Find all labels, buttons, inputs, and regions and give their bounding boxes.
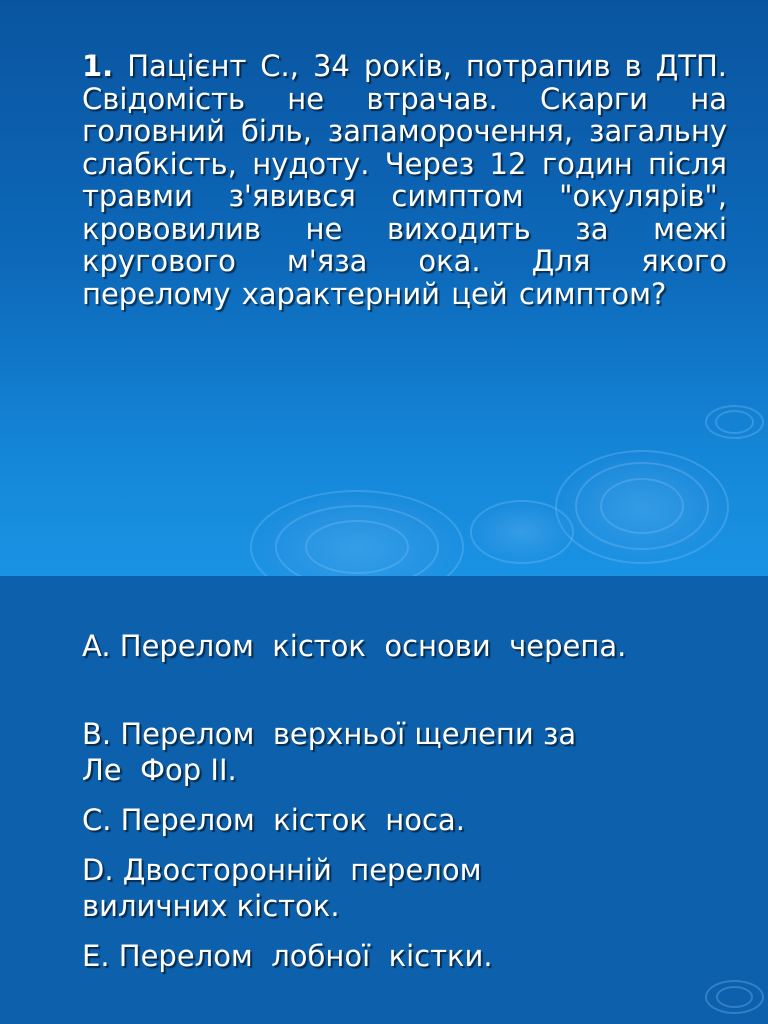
question-body: Пацієнт С., 34 років, потрапив в ДТП. Свідомість не втрачав. Скарги на головний біль, запаморочення, загальну слабкість, нудоту. Через 12 годин після травми з'явився симптом "окулярів", крововилив не виходить за межі кругового м'яза ока. Для якого перелому характерний цей симптом? [82, 49, 727, 311]
ripple-decoration [716, 986, 753, 1008]
answer-option-a[interactable]: A. Перелом кісток основи черепа. [82, 629, 627, 663]
answer-option-b[interactable]: B. Перелом верхньої щелепи за Ле Фор II. [82, 717, 577, 787]
answer-option-e[interactable]: E. Перелом лобної кістки. [82, 939, 493, 973]
ripple-decoration [305, 520, 409, 574]
ripple-decoration [600, 478, 684, 534]
answer-option-d[interactable]: D. Двосторонній перелом виличних кісток. [82, 853, 482, 923]
answer-option-c[interactable]: C. Перелом кісток носа. [82, 803, 465, 837]
ripple-decoration [470, 500, 574, 564]
question-text-block [82, 50, 727, 310]
answer-list [82, 628, 742, 974]
ripple-decoration [715, 410, 754, 434]
question-number: 1. [82, 49, 114, 83]
